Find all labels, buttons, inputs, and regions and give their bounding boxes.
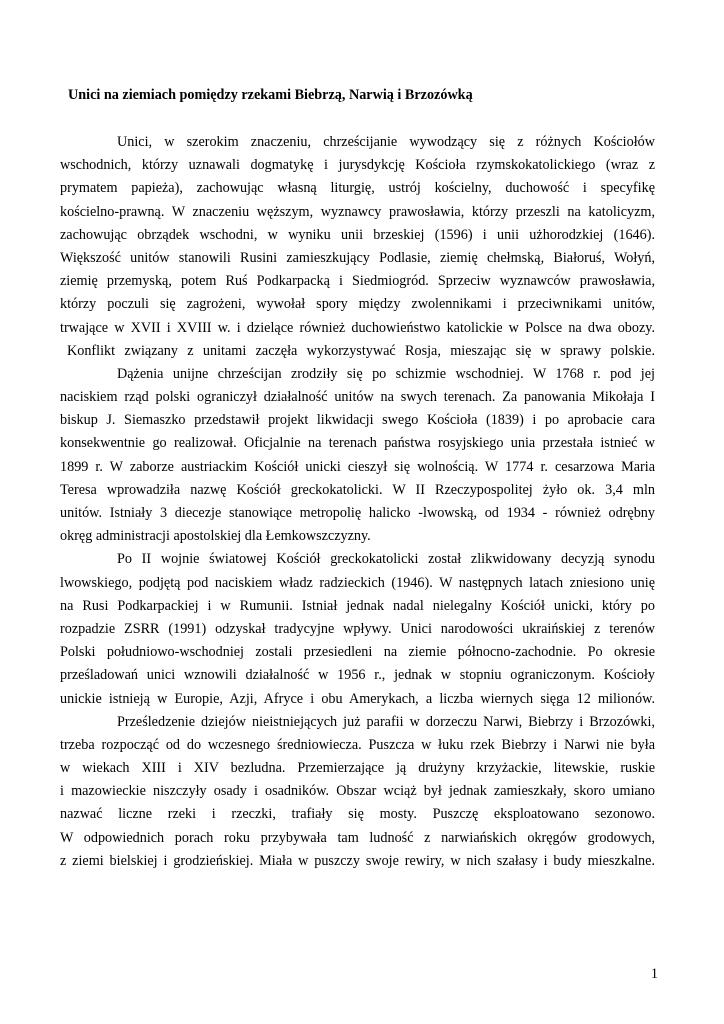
text-line: Dążenia unijne chrześcijan zrodziły się po schizmie wschodniej. W 1768 r. pod jej xyxy=(117,365,655,382)
text-line: Unici, w szerokim znaczeniu, chrześcijanie wywodzący się z różnych Kościołów xyxy=(117,134,655,150)
text-line: na Rusi Podkarpackiej i w Rumunii. Istniał jednak nadal nielegalny Kościół unicki, który po xyxy=(60,597,655,614)
text-line: prymatem papieża), zachowując własną liturgię, ustrój kościelny, duchowość i specyfikę xyxy=(60,180,655,197)
text-line: wschodnich, którzy uznawali dogmatykę i jurysdykcję Kościoła rzymskokatolickiego (wraz z xyxy=(60,157,655,174)
text-line: nazwać liczne rzeki i rzeczki, trafiały się mosty. Puszczę eksploatowano sezonowo. xyxy=(60,806,655,823)
text-line: ziemię przemyską, potem Ruś Podkarpacką i Siedmiogród. Sprzeciw wyznawców prawosławia, xyxy=(60,273,655,290)
page-number: 1 xyxy=(650,966,658,982)
text-line: unickie istnieją w Europie, Azji, Afryce i obu Amerykach, a liczba wiernych sięga 12 milionów. xyxy=(60,690,655,707)
text-line: trzeba rozpocząć od do wczesnego średniowiecza. Puszcza w łuku rzek Biebrzy i Narwi nie była xyxy=(60,736,655,753)
text-line: z ziemi bielskiej i grodzieńskiej. Miała w puszczy swoje rewiry, w nich szałasy i budy mieszkalne. xyxy=(60,852,655,869)
text-line: okręg administracji apostolskiej dla Łemkowszczyzny. xyxy=(60,528,371,545)
text-line: Konflikt związany z unitami zaczęła wykorzystywać Rosja, mieszając się w sprawy polskie. xyxy=(67,342,655,359)
text-line: W odpowiednich porach roku przybywała tam ludność z narwiańskich okręgów grodowych, xyxy=(60,829,655,846)
text-line: i mazowieckie niszczyły osady i osadników. Obszar wciąż był jednak zamieszkały, skoro umiano xyxy=(60,783,655,800)
text-line: 1899 r. W zaborze austriackim Kościół unicki cieszył się wolnością. W 1774 r. cesarzowa Maria xyxy=(60,458,655,475)
text-line: biskup J. Siemaszko przedstawił projekt likwidacji swego Kościoła (1839) i po aprobacie cara xyxy=(60,412,655,429)
text-line: Większość unitów stanowili Rusini zamieszkujący Podlasie, ziemię chełmską, Białoruś, Wołyń, xyxy=(60,249,655,266)
text-line: Polski południowo-wschodniej zostali przesiedleni na ziemie północno-zachodnie. Po okresie xyxy=(60,644,655,661)
document-body xyxy=(60,131,655,873)
text-line: naciskiem rząd polski ograniczył działalność unitów na swych terenach. Za panowania Mikołaja I xyxy=(60,389,655,406)
text-line: unitów. Istniały 3 diecezje stanowiące metropolię halicko -lwowską, od 1934 - również odrębny xyxy=(60,505,655,521)
text-line: trwające w XVII i XVIII w. i dzielące również duchowieństwo katolickie w Polsce na dwa obozy. xyxy=(60,319,655,336)
text-line: którzy poczuli się zagrożeni, wywołał spory między zwolennikami i przeciwnikami unitów, xyxy=(60,296,655,313)
text-line: konsekwentnie go realizował. Oficjalnie na terenach państwa rosyjskiego unia przestała istnieć w xyxy=(60,435,655,452)
text-line: rozpadzie ZSRR (1991) odzyskał tradycyjne wpływy. Unici narodowości ukraińskiej z terenów xyxy=(60,620,655,637)
text-line: Prześledzenie dziejów nieistniejących już parafii w dorzeczu Narwi, Biebrzy i Brzozówki, xyxy=(117,713,655,730)
text-line: w wiekach XIII i XIV bezludna. Przemierzające ją drużyny krzyżackie, litewskie, ruskie xyxy=(60,760,655,777)
document-title: Unici na ziemiach pomiędzy rzekami Biebrzą, Narwią i Brzozówką xyxy=(68,87,473,103)
text-line: lwowskiego, podjętą pod naciskiem władz radzieckich (1946). W następnych latach zniesiono unię xyxy=(60,574,655,591)
text-line: Po II wojnie światowej Kościół greckokatolicki został zlikwidowany decyzją synodu xyxy=(117,551,655,568)
text-line: prześladowań unici wznowili działalność w 1956 r., jednak w stopniu ograniczonym. Kościoły xyxy=(60,667,655,684)
text-line: kościelno-prawną. W znaczeniu węższym, wyznawcy prawosławia, którzy przeszli na katolicyzm, xyxy=(60,203,655,220)
text-line: Teresa wprowadziła nazwę Kościół greckokatolicki. W II Rzeczypospolitej żyło ok. 3,4 mln xyxy=(60,481,655,498)
text-line: zachowując obrządek wschodni, w wyniku unii brzeskiej (1596) i unii użhorodzkiej (1646). xyxy=(60,226,655,243)
